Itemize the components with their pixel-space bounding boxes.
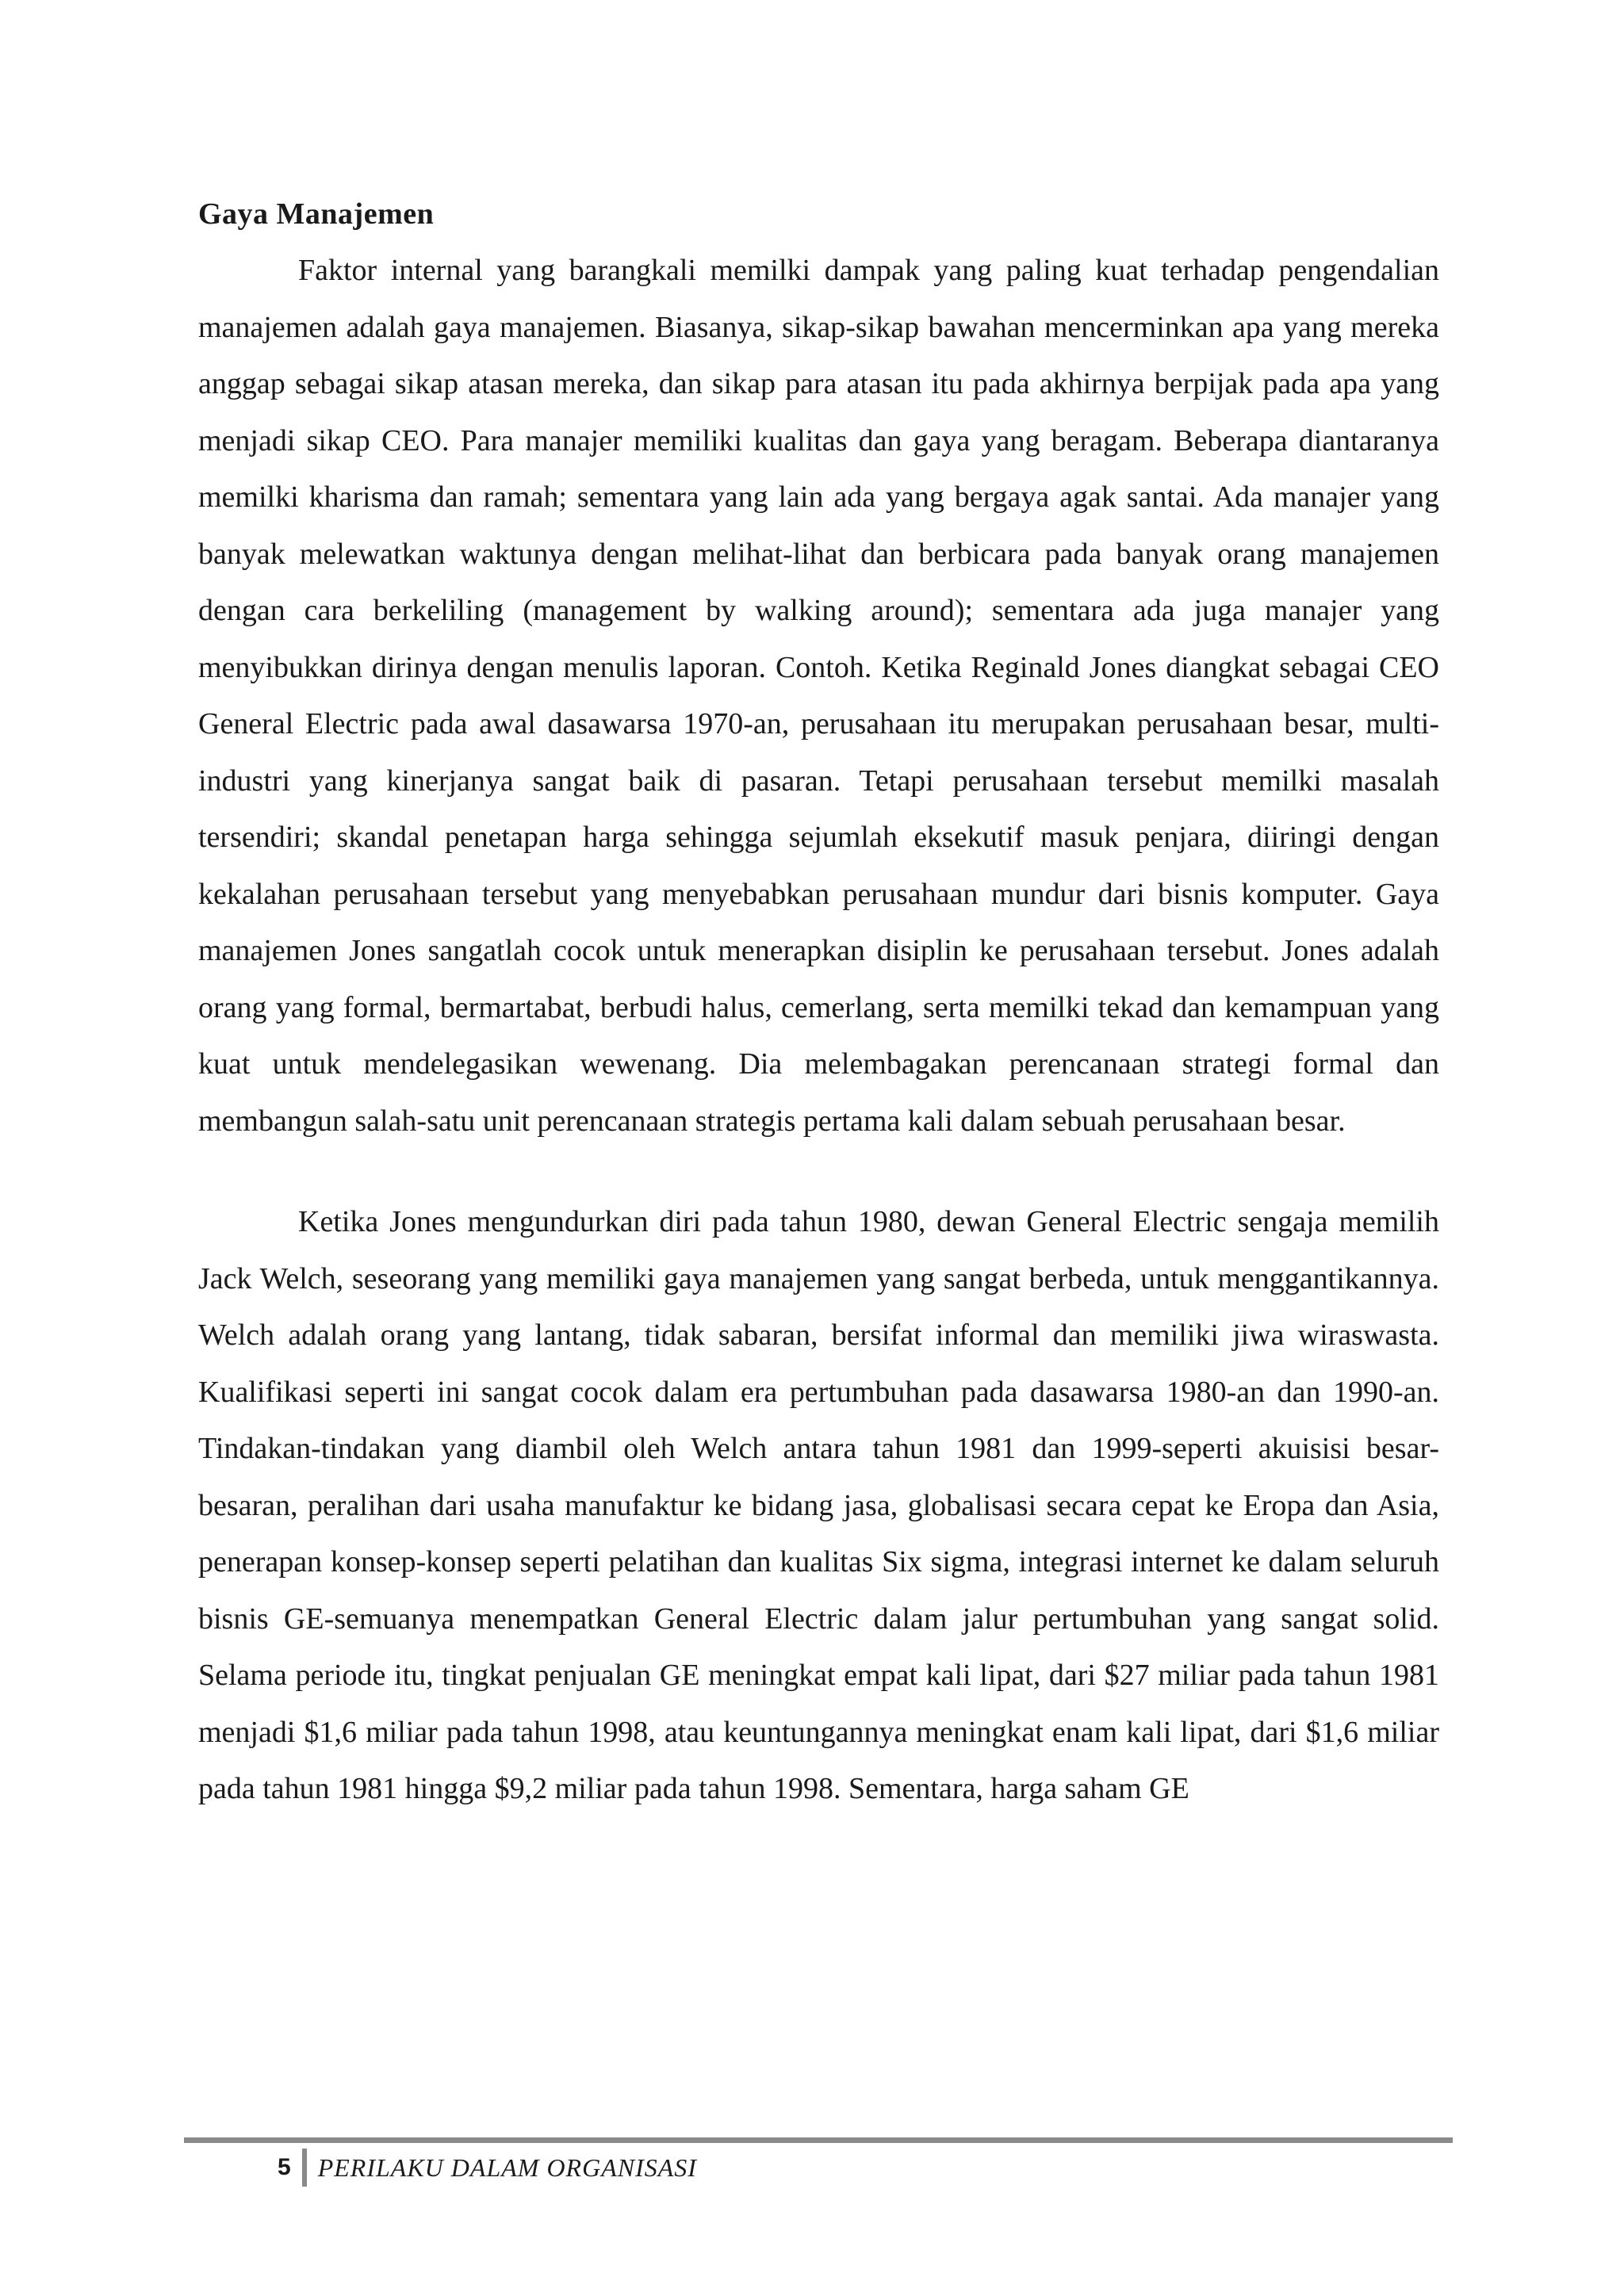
footer-rule <box>184 2137 1453 2143</box>
page-number: 5 <box>278 2154 291 2180</box>
page-body <box>198 190 1439 1818</box>
footer-divider <box>302 2149 307 2187</box>
section-title: Gaya Manajemen <box>198 197 435 231</box>
paragraph-1: Faktor internal yang barangkali memilki dampak yang paling kuat terhadap pengendalian manajemen adalah gaya manajemen. Biasanya, sikap-sikap bawahan mencerminkan apa yang mereka anggap sebagai sikap atasan mereka, dan sikap para atasan itu pada akhirnya berpijak pada apa yang menjadi sikap CEO. Para manajer memiliki kualitas dan gaya yang beragam. Beberapa diantaranya memilki kharisma dan ramah; sementara yang lain ada yang bergaya agak santai. Ada manajer yang banyak melewatkan waktunya dengan melihat-lihat dan berbicara pada banyak orang manajemen dengan cara berkeliling (management by walking around); sementara ada juga manajer yang menyibukkan dirinya dengan menulis laporan. Contoh. Ketika Reginald Jones diangkat sebagai CEO General Electric pada awal dasawarsa 1970-an, perusahaan itu merupakan perusahaan besar, multi-industri yang kinerjanya sangat baik di pasaran. Tetapi perusahaan tersebut memilki masalah tersendiri; skandal penetapan harga sehingga sejumlah eksekutif masuk penjara, diiringi dengan kekalahan perusahaan tersebut yang menyebabkan perusahaan mundur dari bisnis komputer. Gaya manajemen Jones sangatlah cocok untuk menerapkan disiplin ke perusahaan tersebut. Jones adalah orang yang formal, bermartabat, berbudi halus, cemerlang, serta memilki tekad dan kemampuan yang kuat untuk mendelegasikan wewenang. Dia melembagakan perencanaan strategi formal dan membangun salah-satu unit perencanaan strategis pertama kali dalam sebuah perusahaan besar. <box>198 254 1439 1138</box>
paragraph-2: Ketika Jones mengundurkan diri pada tahun 1980, dewan General Electric sengaja memilih Jack Welch, seseorang yang memiliki gaya manajemen yang sangat berbeda, untuk menggantikannya. Welch adalah orang yang lantang, tidak sabaran, bersifat informal dan memiliki jiwa wiraswasta. Kualifikasi seperti ini sangat cocok dalam era pertumbuhan pada dasawarsa 1980-an dan 1990-an. Tindakan-tindakan yang diambil oleh Welch antara tahun 1981 dan 1999-seperti akuisisi besar-besaran, peralihan dari usaha manufaktur ke bidang jasa, globalisasi secara cepat ke Eropa dan Asia, penerapan konsep-konsep seperti pelatihan dan kualitas Six sigma, integrasi internet ke dalam seluruh bisnis GE-semuanya menempatkan General Electric dalam jalur pertumbuhan yang sangat solid. Selama periode itu, tingkat penjualan GE meningkat empat kali lipat, dari $27 miliar pada tahun 1981 menjadi $1,6 miliar pada tahun 1998, atau keuntungannya meningkat enam kali lipat, dari $1,6 miliar pada tahun 1981 hingga $9,2 miliar pada tahun 1998. Sementara, harga saham GE <box>198 1205 1439 1805</box>
running-title: PERILAKU DALAM ORGANISASI <box>317 2152 697 2182</box>
page-footer <box>278 2147 697 2188</box>
